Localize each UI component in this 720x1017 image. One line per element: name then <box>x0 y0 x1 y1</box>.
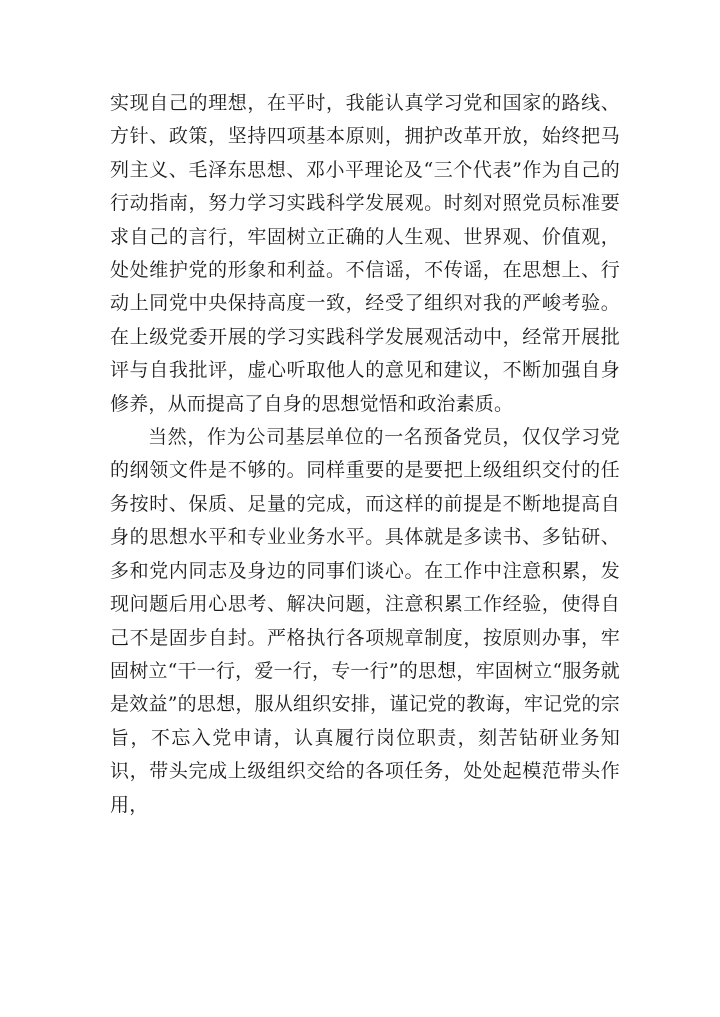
paragraph-1: 实现自己的理想，在平时，我能认真学习党和国家的路线、方针、政策，坚持四项基本原则，拥护改革开放，始终把马列主义、毛泽东思想、邓小平理论及“三个代表”作为自己的行动指南，努力学习实践科学发展观。时刻对照党员标准要求自己的言行，牢固树立正确的人生观、世界观、价值观，处处维护党的形象和利益。不信谣，不传谣，在思想上、行动上同党中央保持高度一致，经受了组织对我的严峻考验。在上级党委开展的学习实践科学发展观活动中，经常开展批评与自我批评，虚心听取他人的意见和建议，不断加强自身修养，从而提高了自身的思想觉悟和政治素质。 <box>110 92 620 415</box>
paragraph-2: 当然，作为公司基层单位的一名预备党员，仅仅学习党的纲领文件是不够的。同样重要的是要把上级组织交付的任务按时、保质、足量的完成，而这样的前提是不断地提高自身的思想水平和专业业务水平。具体就是多读书、多钻研、多和党内同志及身边的同事们谈心。在工作中注意积累，发现问题后用心思考、解决问题，注意积累工作经验，使得自己不是固步自封。严格执行各项规章制度，按原则办事，牢固树立“干一行，爱一行，专一行”的思想，牢固树立“服务就是效益”的思想，服从组织安排，谨记党的教诲，牢记党的宗旨，不忘入党申请，认真履行岗位职责，刻苦钻研业务知识，带头完成上级组织交给的各项任务，处处起模范带头作用， <box>110 426 620 816</box>
document-page <box>110 87 620 822</box>
